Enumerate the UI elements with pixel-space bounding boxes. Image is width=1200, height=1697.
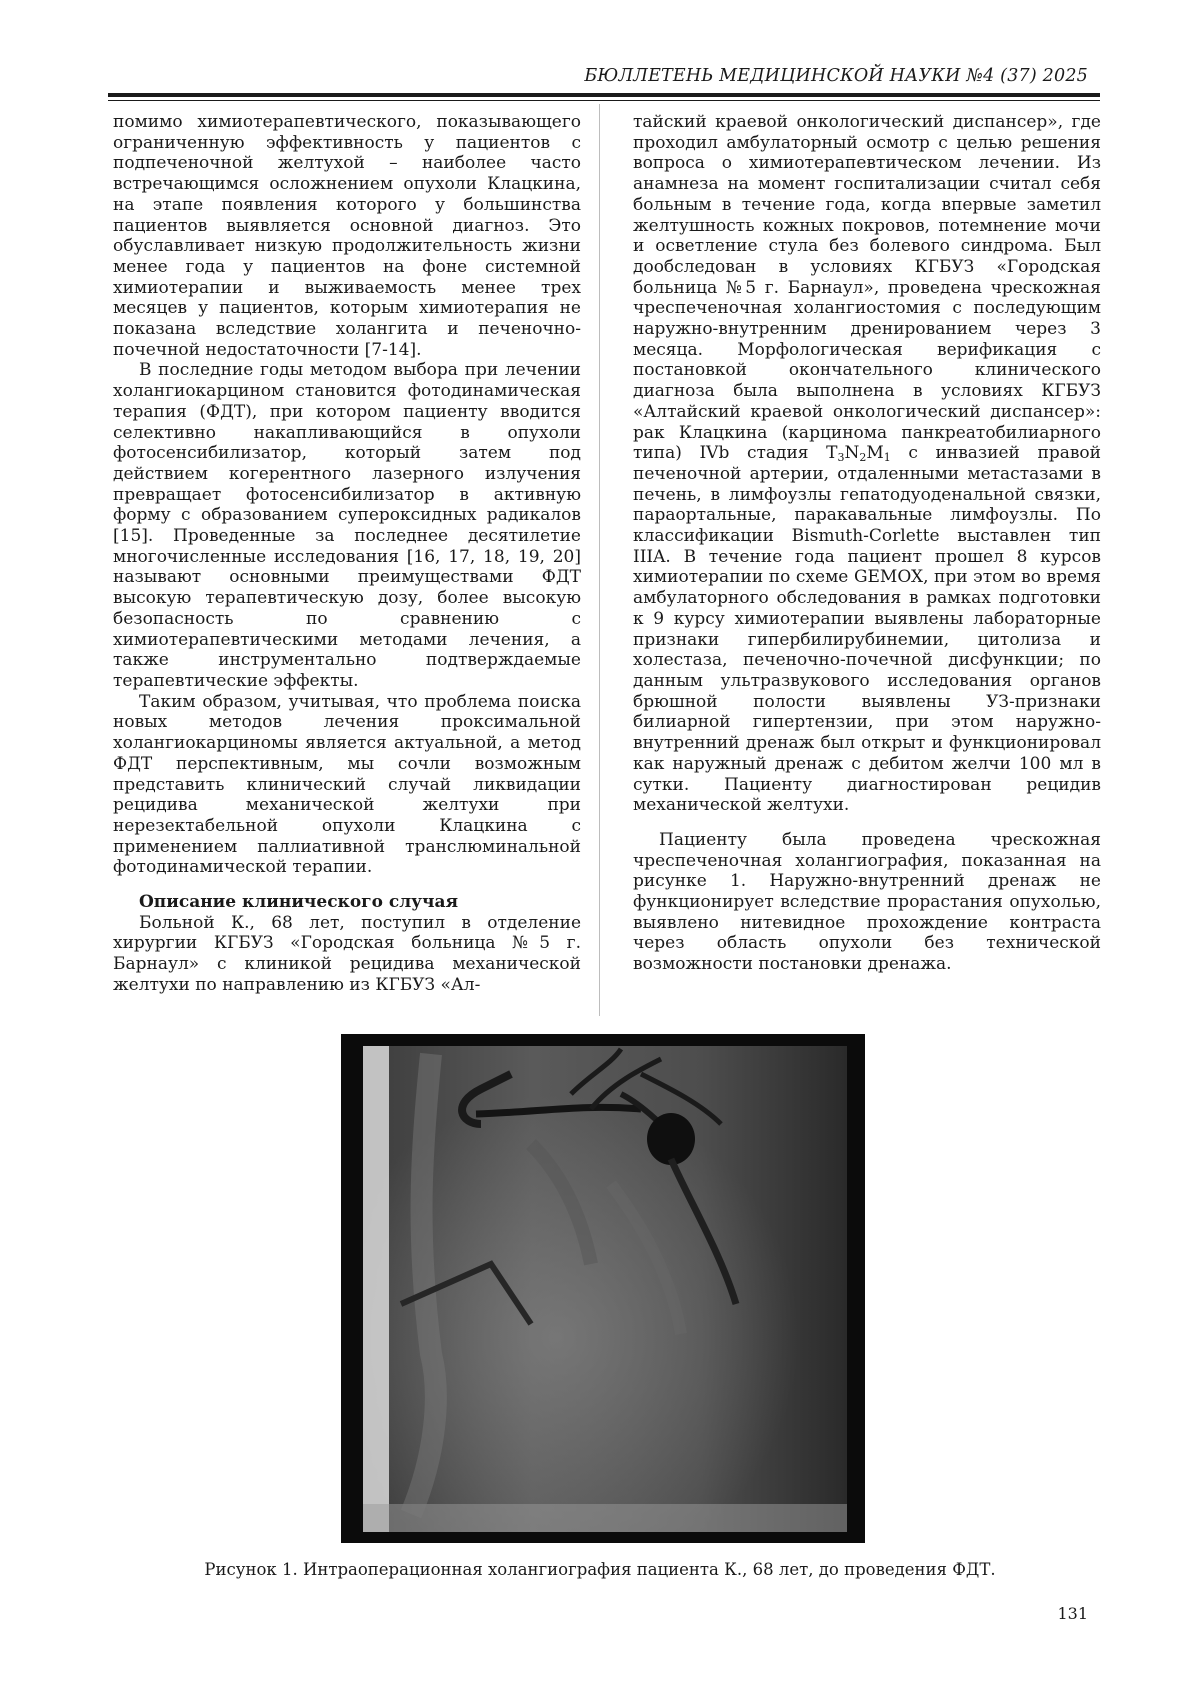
left-paragraph-4: Больной К., 68 лет, поступил в отделение хирургии КГБУЗ «Городская больница №5 г. Барнаул» с клиникой рецидива механической желтухи по направлению из КГБУЗ «Ал- [113,912,581,995]
tnm-m: M [866,443,884,464]
right-paragraph-1 [633,112,1101,816]
left-paragraph-2: В последние годы методом выбора при лечении холангиокарцином становится фотодинамическая терапия (ФДТ), при котором пациенту вводится селективно накапливающийся в опухоли фотосенсибилизатор, который затем под действием когерентного лазерного излучения превращает фотосенсибилизатор в активную форму с образованием супероксидных радикалов [15]. Проведенные за последнее десятилетие многочисленные исследования [16, 17, 18, 19, 20] называют основными преимуществами ФДТ высокую терапевтическую дозу, более высокую безопасность по сравнению с химиотерапевтическими методами лечения, а также инструментально подтверждаемые терапевтические эффекты. [113,360,581,691]
tnm-n-sub: 2 [859,451,867,465]
figure-caption: Рисунок 1. Интраоперационная холангиография пациента К., 68 лет, до проведения ФДТ. [204,1560,996,1579]
journal-title: БЮЛЛЕТЕНЬ МЕДИЦИНСКОЙ НАУКИ №4 (37) 2025 [584,66,1088,86]
tnm-t: T [826,443,838,464]
header-rule-thick [108,93,1100,97]
tnm-n: N [844,443,860,464]
column-divider [599,104,600,1016]
left-paragraph-1: помимо химиотерапевтического, показывающего ограниченную эффективность у пациентов с подпеченочной желтухой – наиболее часто встречающимся осложнением опухоли Клацкина, на этапе появления которого у большинства пациентов выявляется основной диагноз. Это обуславливает низкую продолжительность жизни менее года у пациентов на фоне системной химиотерапии и выживаемость менее трех месяцев у пациентов, которым химиотерапия не показана вследствие холангита и печеночно-почечной недостаточности [7-14]. [113,112,581,360]
tnm-stage [826,443,891,463]
right-paragraph-2: Пациенту была проведена чрескожная чреспеченочная холангиография, показанная на рисунке 1. Наружно-внутренний дренаж не функционирует вследствие прорастания опухолью, выявлено нитевидное прохождение контраста через область опухоли без технической возможности постановки дренажа. [633,829,1101,975]
left-column [113,112,581,996]
cholangiography-image [341,1034,865,1543]
right-column [633,112,1101,975]
header-rule-thin [108,100,1100,101]
tnm-m-sub: 1 [883,451,891,465]
page-number: 131 [1057,1604,1088,1623]
tnm-t-sub: 3 [837,451,845,465]
left-paragraph-3: Таким образом, учитывая, что проблема поиска новых методов лечения проксимальной холангиокарциномы является актуальной, а метод ФДТ перспективным, мы сочли возможным представить клинический случай ликвидации рецидива механической желтухи при нерезектабельной опухоли Клацкина с применением паллиативной транслюминальной фотодинамической терапии. [113,691,581,878]
right-paragraph-1-part-2: с инвазией правой печеночной артерии, отдаленными метастазами в печень, в лимфоузлы гепатодуоденальной связки, параортальные, паракавальные лимфоузлы. По классификации Bismuth-Corlette выставлен тип IIIA. В течение года пациент прошел 8 курсов химиотерапии по схеме GEMOX, при этом во время амбулаторного обследования в рамках подготовки к 9 курсу химиотерапии выявлены лабораторные признаки гипербилирубинемии, цитолиза и холестаза, печеночно-почечной дисфункции; по данным ультразвукового исследования органов брюшной полости выявлены УЗ-признаки билиарной гипертензии, при этом наружно-внутренний дренаж был открыт и функционировал как наружный дренаж с дебитом желчи 100 мл в сутки. Пациенту диагностирован рецидив механической желтухи. [633,443,1101,816]
section-title: Описание клинического случая [139,892,459,913]
cholangiography-xray [341,1034,865,1543]
right-paragraph-1-part-1: тайский краевой онкологический диспансер», где проходил амбулаторный осмотр с целью решения вопроса о химиотерапевтическом лечении. Из анамнеза на момент госпитализации считал себя больным в течение года, когда впервые заметил желтушность кожных покровов, потемнение мочи и осветление стула без болевого синдрома. Был дообследован в условиях КГБУЗ «Городская больница №5 г. Барнаул», проведена чрескожная чреспеченочная холангиостомия с последующим наружно-внутренним дренированием через 3 месяца. Морфологическая верификация с постановкой окончательного клинического диагноза была выполнена в условиях КГБУЗ «Алтайский краевой онкологический диспансер»: рак Клацкина (карцинома панкреатобилиарного типа) IVb стадия [633,112,1101,464]
